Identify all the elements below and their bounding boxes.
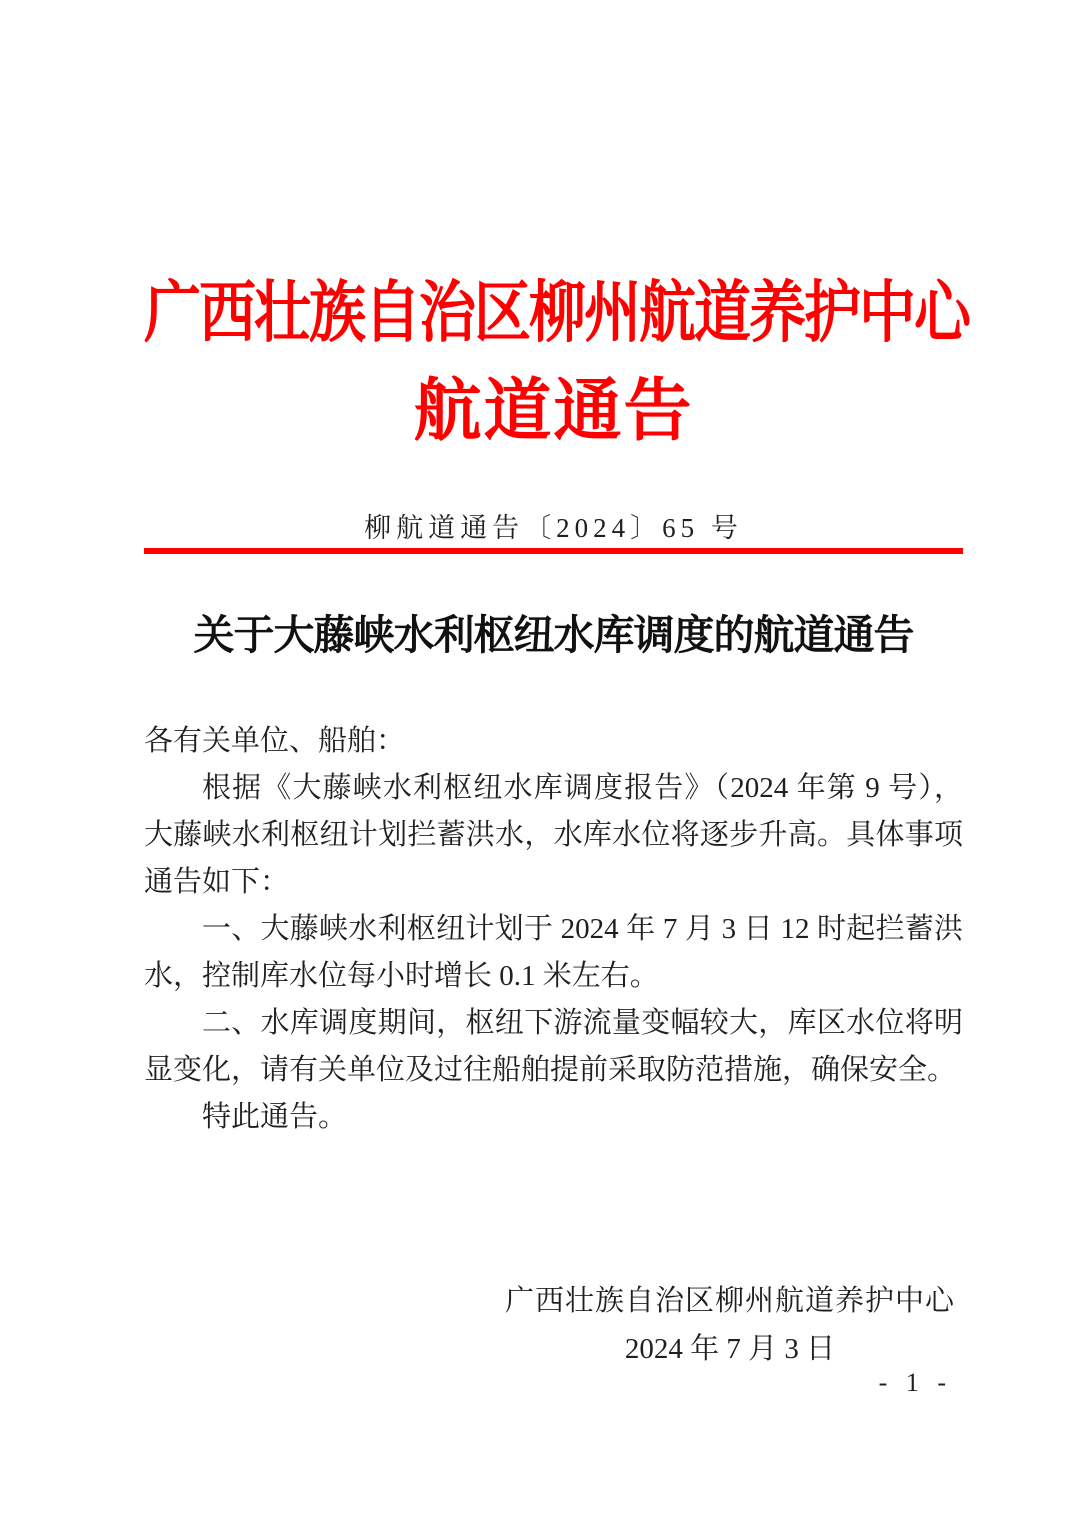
masthead-org-line [144,276,969,351]
body-paragraph: 一、大藤峡水利枢纽计划于 2024 年 7 月 3 日 12 时起拦蓄洪水，控制库水位每小时增长 0.1 米左右。 [144,913,963,992]
masthead-doc-type: 航道通告 [413,373,694,449]
salutation-line: 各有关单位、船舶： [144,725,406,757]
notice-title: 关于大藤峡水利枢纽水库调度的航道通告 [193,612,914,658]
doc-number: 柳航道通告〔2024〕65 号 [364,513,743,543]
body-paragraph: 二、水库调度期间，枢纽下游流量变幅较大，库区水位将明显变化，请有关单位及过往船舶提前采取防范措施，确保安全。 [144,1007,963,1086]
masthead-org-name: 广西壮族自治区柳州航道养护中心 [144,276,969,351]
body-paragraph: 根据《大藤峡水利枢纽水库调度报告》（2024 年第 9 号），大藤峡水利枢纽计划拦蓄洪水，水库水位将逐步升高。具体事项通告如下： [144,772,963,898]
notice-body [144,718,963,1141]
page-number: - 1 - [878,1368,952,1397]
issuing-authority: 广西壮族自治区柳州航道养护中心 [504,1285,955,1317]
closing-line: 特此通告。 [202,1101,348,1133]
red-divider-rule [144,548,963,554]
signature-block [505,1281,955,1369]
red-masthead [144,0,969,449]
issue-date: 2024 年 7 月 3 日 [624,1333,836,1365]
